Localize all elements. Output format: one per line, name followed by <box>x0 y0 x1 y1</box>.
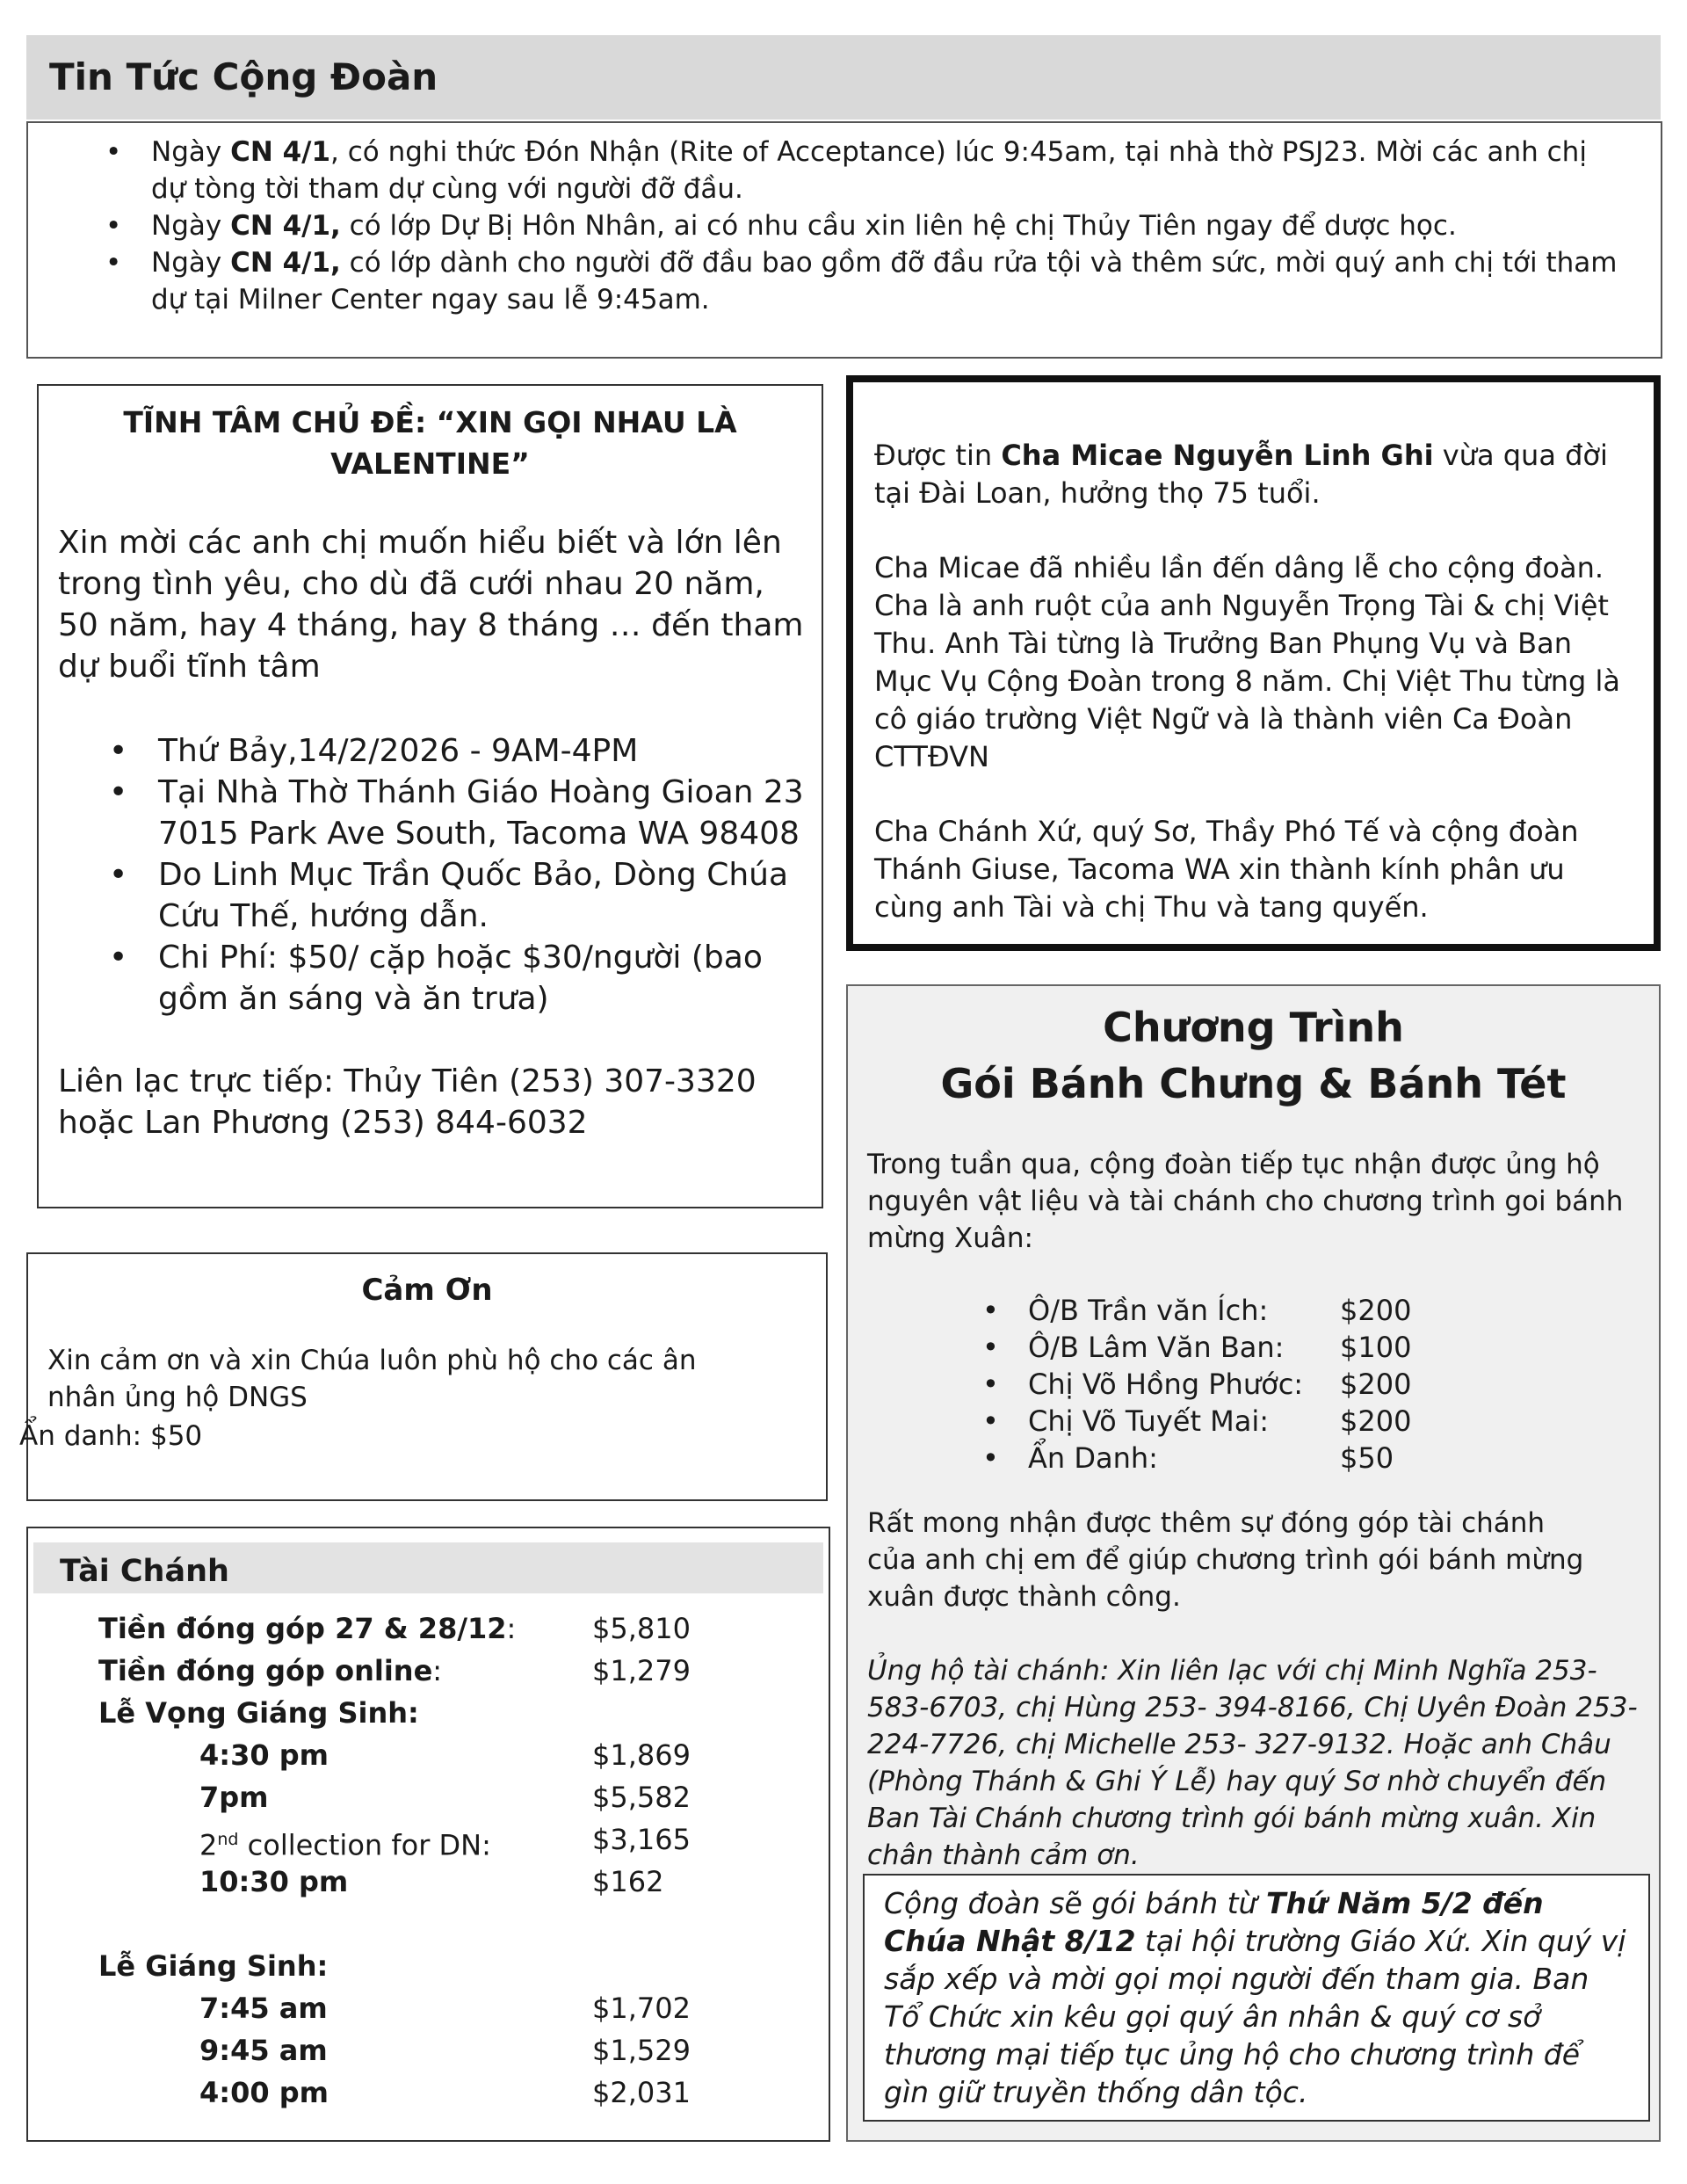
donor-item: • Ô/B Trần văn Ích: $200 <box>1028 1292 1303 1329</box>
program-schedule: Cộng đoàn sẽ gói bánh từ Thứ Năm 5/2 đến Chúa Nhật 8/12 tại hội trường Giáo Xứ. Xin quý vị sắp xếp và mời gọi mọi người đến tham gia. Ban Tổ Chức xin kêu gọi quý ân nhân & quý cơ sở thương mại tiếp tục ủng hộ cho chương trình để gìn giữ truyền thống dân tộc. <box>884 1886 1626 2109</box>
retreat-details-list <box>158 730 804 1019</box>
news-box <box>26 121 1662 359</box>
finance-amount: $1,279 <box>592 1654 691 1687</box>
program-intro: Trong tuần qua, cộng đoàn tiếp tục nhận được ủng hộ nguyên vật liệu và tài chánh cho chương trình goi bánh mừng Xuân: <box>867 1149 1624 1254</box>
thanks-text: Xin cảm ơn và xin Chúa luôn phù hộ cho các ân nhân ủng hộ DNGS <box>47 1345 697 1413</box>
retreat-detail: • Tại Nhà Thờ Thánh Giáo Hoàng Gioan 23 7015 Park Ave South, Tacoma WA 98408 <box>158 772 804 854</box>
news-section-title: Tin Tức Cộng Đoàn <box>26 35 1661 120</box>
finance-box <box>26 1527 830 2142</box>
finance-amount: $162 <box>592 1865 664 1898</box>
finance-amount: $1,529 <box>592 2034 691 2067</box>
finance-amount: $2,031 <box>592 2076 691 2109</box>
news-item: • Ngày CN 4/1, có lớp dành cho người đỡ đầu bao gồm đỡ đầu rửa tội và thêm sức, mời quý anh chị tới tham dự tại Milner Center ngay sau lễ 9:45am. <box>151 244 1625 318</box>
finance-amount: $5,582 <box>592 1781 691 1814</box>
thanks-box <box>26 1252 828 1501</box>
donor-list <box>1028 1292 1412 1477</box>
finance-row: Tiền đóng góp 27 & 28/12: <box>98 1612 517 1645</box>
retreat-intro: Xin mời các anh chị muốn hiểu biết và lớn lên trong tình yêu, cho dù đã cưới nhau 20 năm, 50 năm, hay 4 tháng, hay 8 tháng … đến tham dự buổi tĩnh tâm <box>58 525 804 685</box>
obituary-paragraph: Cha Micae đã nhiều lần đến dâng lễ cho cộng đoàn. Cha là anh ruột của anh Nguyễn Trọng Tài & chị Việt Thu. Anh Tài từng là Trưởng Ban Phụng Vụ và Ban Mục Vụ Cộng Đoàn trong 8 năm. Chị Việt Thu từng là cô giáo trường Việt Ngữ và là thành viên Ca Đoàn CTTĐVN <box>874 551 1620 773</box>
finance-amount: $1,869 <box>592 1738 691 1772</box>
news-item: • Ngày CN 4/1, có lớp Dự Bị Hôn Nhân, ai có nhu cầu xin liên hệ chị Thủy Tiên ngay để dược học. <box>151 207 1625 244</box>
program-schedule-box <box>863 1874 1650 2122</box>
finance-amount: $5,810 <box>592 1612 691 1645</box>
donor-item: • Chị Võ Hồng Phước: $200 <box>1028 1366 1303 1403</box>
finance-row: 4:30 pm <box>199 1738 329 1772</box>
donor-item: • Chị Võ Tuyết Mai: $200 <box>1028 1403 1303 1440</box>
obituary-paragraph: Cha Chánh Xứ, quý Sơ, Thầy Phó Tế và cộng đoàn Thánh Giuse, Tacoma WA xin thành kính phân ưu cùng anh Tài và chị Thu và tang quyến. <box>874 815 1579 924</box>
program-title: Chương Trình Gói Bánh Chưng & Bánh Tét <box>940 1004 1567 1107</box>
retreat-title: TĨNH TÂM CHỦ ĐỀ: “XIN GỌI NHAU LÀ VALENTINE” <box>123 405 737 481</box>
obituary-box <box>846 375 1661 951</box>
finance-row: 7:45 am <box>199 1992 328 2025</box>
finance-amount: $1,702 <box>592 1992 691 2025</box>
retreat-contact: Liên lạc trực tiếp: Thủy Tiên (253) 307-3320 hoặc Lan Phương (253) 844-6032 <box>58 1063 757 1141</box>
retreat-detail: • Thứ Bảy,14/2/2026 - 9AM-4PM <box>158 730 804 772</box>
finance-row: 2nd collection for DN: <box>199 1828 491 1862</box>
obituary-paragraph: Được tin Cha Micae Nguyễn Linh Ghi vừa qua đời tại Đài Loan, hưởng thọ 75 tuổi. <box>874 439 1608 510</box>
program-support-contacts: Ủng hộ tài chánh: Xin liên lạc với chị Minh Nghĩa 253-583-6703, chị Hùng 253- 394-8166, Chị Uyên Đoàn 253-224-7726, chị Michelle 253- 327-9132. Hoặc anh Châu (Phòng Thánh & Ghi Ý Lễ) hay quý Sơ nhờ chuyển đến Ban Tài Chánh chương trình gói bánh mừng xuân. Xin chân thành cảm ơn. <box>867 1655 1638 1871</box>
donor-item: • Ô/B Lâm Văn Ban: $100 <box>1028 1329 1303 1366</box>
retreat-detail: • Do Linh Mục Trần Quốc Bảo, Dòng Chúa Cứu Thế, hướng dẫn. <box>158 854 804 937</box>
finance-row: 10:30 pm <box>199 1865 349 1898</box>
finance-title: Tài Chánh <box>33 1542 823 1593</box>
finance-row: 9:45 am <box>199 2034 328 2067</box>
thanks-title: Cảm Ơn <box>361 1273 493 1308</box>
thanks-anonymous-donation: Ẩn danh: $50 <box>19 1420 203 1452</box>
retreat-detail: • Chi Phí: $50/ cặp hoặc $30/người (bao gồm ăn sáng và ăn trưa) <box>158 937 804 1019</box>
finance-amount: $3,165 <box>592 1823 691 1856</box>
finance-row: Tiền đóng góp online: <box>98 1654 443 1687</box>
program-request: Rất mong nhận được thêm sự đóng góp tài chánh của anh chị em để giúp chương trình gói bánh mừng xuân được thành công. <box>867 1507 1584 1613</box>
news-item: • Ngày CN 4/1, có nghi thức Đón Nhận (Rite of Acceptance) lúc 9:45am, tại nhà thờ PSJ23. Mời các anh chị dự tòng tời tham dự cùng với người đỡ đầu. <box>151 134 1625 207</box>
finance-row: 4:00 pm <box>199 2076 329 2109</box>
finance-group-label: Lễ Giáng Sinh: <box>98 1949 329 1983</box>
finance-group-label: Lễ Vọng Giáng Sinh: <box>98 1696 419 1730</box>
news-list <box>151 134 1625 318</box>
finance-row: 7pm <box>199 1781 269 1814</box>
donor-item: • Ẩn Danh: $50 <box>1028 1440 1303 1477</box>
program-box <box>846 984 1661 2142</box>
retreat-box <box>37 384 823 1208</box>
